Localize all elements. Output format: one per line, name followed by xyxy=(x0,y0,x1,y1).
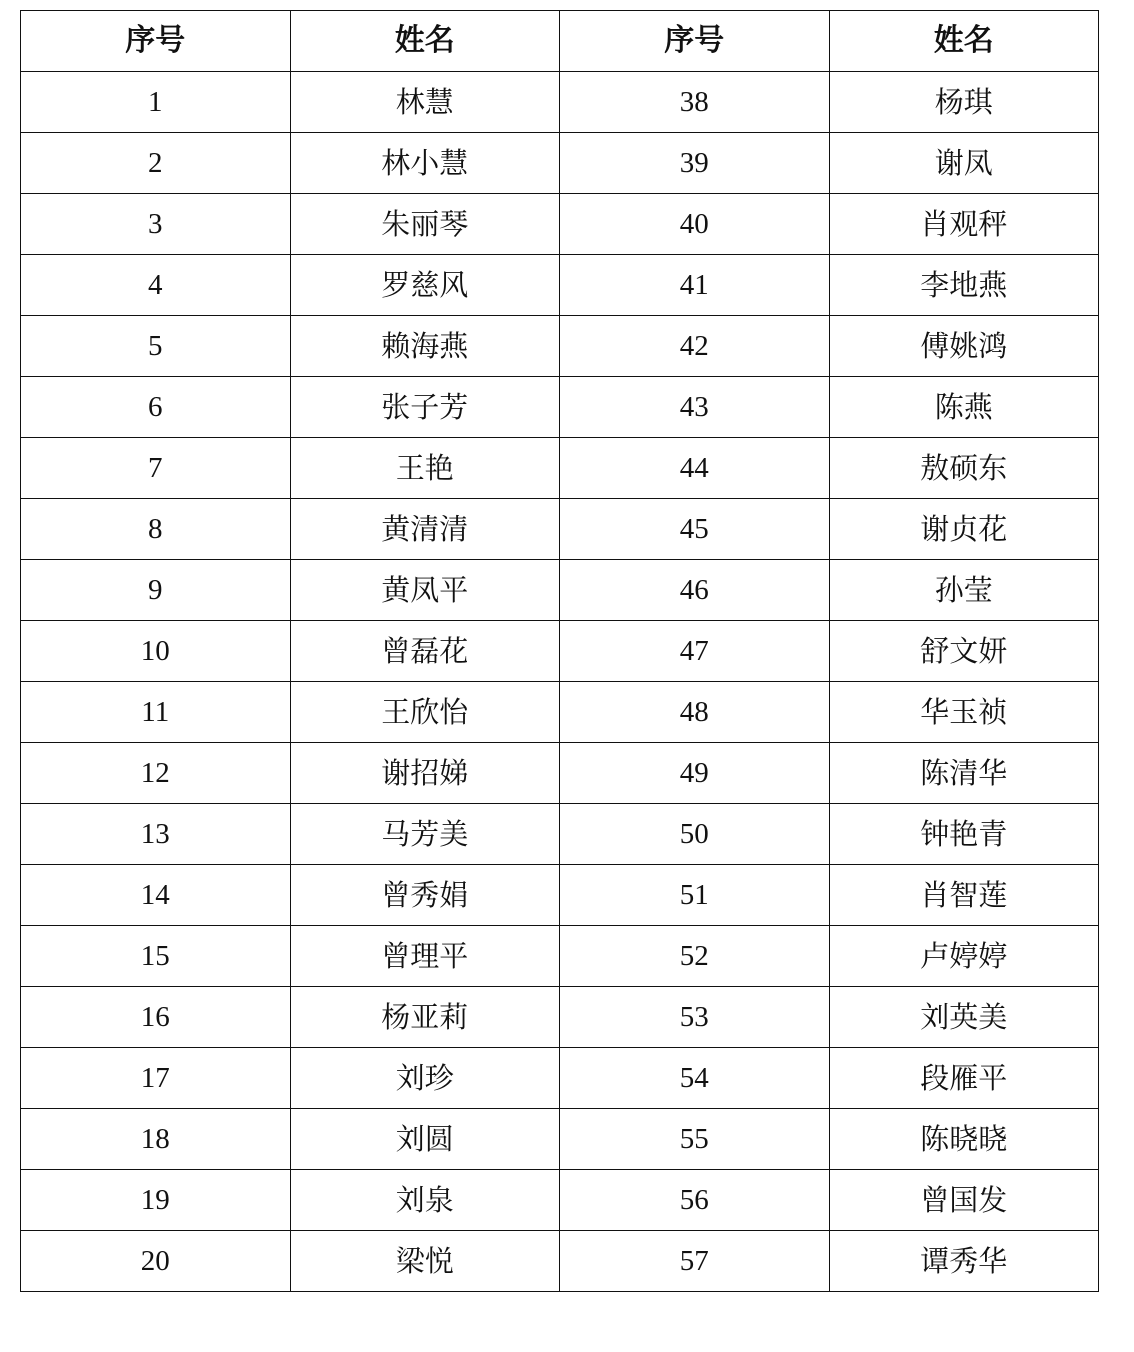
index-cell-right: 39 xyxy=(560,133,830,194)
index-cell-right: 55 xyxy=(560,1109,830,1170)
table-row xyxy=(21,1231,1099,1292)
index-cell-left: 15 xyxy=(21,926,291,987)
name-cell-right: 谢凤 xyxy=(829,133,1099,194)
table-row xyxy=(21,1170,1099,1231)
name-cell-right: 舒文妍 xyxy=(829,621,1099,682)
table-row xyxy=(21,377,1099,438)
index-cell-left: 16 xyxy=(21,987,291,1048)
name-cell-right: 谭秀华 xyxy=(829,1231,1099,1292)
name-cell-right: 肖观秤 xyxy=(829,194,1099,255)
name-cell-left: 林小慧 xyxy=(290,133,560,194)
index-cell-right: 46 xyxy=(560,560,830,621)
name-cell-right: 陈清华 xyxy=(829,743,1099,804)
index-cell-right: 44 xyxy=(560,438,830,499)
table-row xyxy=(21,865,1099,926)
index-cell-right: 51 xyxy=(560,865,830,926)
index-cell-right: 41 xyxy=(560,255,830,316)
index-cell-right: 47 xyxy=(560,621,830,682)
name-cell-left: 黄清清 xyxy=(290,499,560,560)
index-cell-left: 20 xyxy=(21,1231,291,1292)
index-cell-left: 9 xyxy=(21,560,291,621)
table-row xyxy=(21,621,1099,682)
name-cell-right: 钟艳青 xyxy=(829,804,1099,865)
index-cell-left: 6 xyxy=(21,377,291,438)
header-name-left: 姓名 xyxy=(290,11,560,72)
name-cell-left: 曾磊花 xyxy=(290,621,560,682)
name-cell-right: 孙莹 xyxy=(829,560,1099,621)
name-cell-left: 赖海燕 xyxy=(290,316,560,377)
index-cell-left: 3 xyxy=(21,194,291,255)
name-cell-right: 曾国发 xyxy=(829,1170,1099,1231)
name-cell-right: 谢贞花 xyxy=(829,499,1099,560)
roster-table xyxy=(20,10,1099,1292)
index-cell-left: 17 xyxy=(21,1048,291,1109)
name-cell-right: 傅姚鸿 xyxy=(829,316,1099,377)
table-row xyxy=(21,560,1099,621)
name-cell-left: 林慧 xyxy=(290,72,560,133)
index-cell-right: 45 xyxy=(560,499,830,560)
header-index-right: 序号 xyxy=(560,11,830,72)
name-cell-left: 朱丽琴 xyxy=(290,194,560,255)
index-cell-right: 49 xyxy=(560,743,830,804)
index-cell-right: 42 xyxy=(560,316,830,377)
index-cell-right: 40 xyxy=(560,194,830,255)
table-row xyxy=(21,1048,1099,1109)
table-row xyxy=(21,72,1099,133)
index-cell-left: 1 xyxy=(21,72,291,133)
name-cell-left: 王艳 xyxy=(290,438,560,499)
table-row xyxy=(21,438,1099,499)
name-cell-left: 曾理平 xyxy=(290,926,560,987)
name-cell-left: 谢招娣 xyxy=(290,743,560,804)
table-row xyxy=(21,133,1099,194)
name-cell-left: 罗慈风 xyxy=(290,255,560,316)
name-cell-right: 华玉祯 xyxy=(829,682,1099,743)
index-cell-left: 8 xyxy=(21,499,291,560)
table-row xyxy=(21,926,1099,987)
index-cell-left: 2 xyxy=(21,133,291,194)
name-cell-right: 陈晓晓 xyxy=(829,1109,1099,1170)
index-cell-right: 54 xyxy=(560,1048,830,1109)
table-row xyxy=(21,804,1099,865)
index-cell-right: 43 xyxy=(560,377,830,438)
index-cell-left: 5 xyxy=(21,316,291,377)
table-row xyxy=(21,255,1099,316)
table-row xyxy=(21,499,1099,560)
index-cell-right: 50 xyxy=(560,804,830,865)
name-cell-left: 刘圆 xyxy=(290,1109,560,1170)
index-cell-right: 57 xyxy=(560,1231,830,1292)
index-cell-right: 56 xyxy=(560,1170,830,1231)
name-cell-left: 杨亚莉 xyxy=(290,987,560,1048)
name-cell-right: 肖智莲 xyxy=(829,865,1099,926)
name-cell-left: 黄凤平 xyxy=(290,560,560,621)
index-cell-left: 14 xyxy=(21,865,291,926)
index-cell-right: 52 xyxy=(560,926,830,987)
roster-body xyxy=(21,72,1099,1292)
table-row xyxy=(21,316,1099,377)
name-cell-left: 曾秀娟 xyxy=(290,865,560,926)
index-cell-left: 11 xyxy=(21,682,291,743)
name-cell-right: 刘英美 xyxy=(829,987,1099,1048)
name-cell-left: 刘泉 xyxy=(290,1170,560,1231)
name-cell-left: 马芳美 xyxy=(290,804,560,865)
index-cell-left: 7 xyxy=(21,438,291,499)
index-cell-left: 13 xyxy=(21,804,291,865)
header-name-right: 姓名 xyxy=(829,11,1099,72)
name-cell-right: 段雁平 xyxy=(829,1048,1099,1109)
name-cell-right: 杨琪 xyxy=(829,72,1099,133)
name-cell-right: 陈燕 xyxy=(829,377,1099,438)
name-cell-left: 张子芳 xyxy=(290,377,560,438)
name-cell-left: 刘珍 xyxy=(290,1048,560,1109)
index-cell-left: 18 xyxy=(21,1109,291,1170)
table-row xyxy=(21,194,1099,255)
index-cell-right: 38 xyxy=(560,72,830,133)
table-row xyxy=(21,1109,1099,1170)
table-row xyxy=(21,682,1099,743)
table-row xyxy=(21,743,1099,804)
name-cell-right: 敖硕东 xyxy=(829,438,1099,499)
index-cell-right: 48 xyxy=(560,682,830,743)
index-cell-left: 10 xyxy=(21,621,291,682)
header-row xyxy=(21,11,1099,72)
name-cell-right: 卢婷婷 xyxy=(829,926,1099,987)
index-cell-right: 53 xyxy=(560,987,830,1048)
index-cell-left: 19 xyxy=(21,1170,291,1231)
index-cell-left: 12 xyxy=(21,743,291,804)
name-cell-left: 梁悦 xyxy=(290,1231,560,1292)
name-cell-left: 王欣怡 xyxy=(290,682,560,743)
header-index-left: 序号 xyxy=(21,11,291,72)
table-row xyxy=(21,987,1099,1048)
index-cell-left: 4 xyxy=(21,255,291,316)
name-cell-right: 李地燕 xyxy=(829,255,1099,316)
